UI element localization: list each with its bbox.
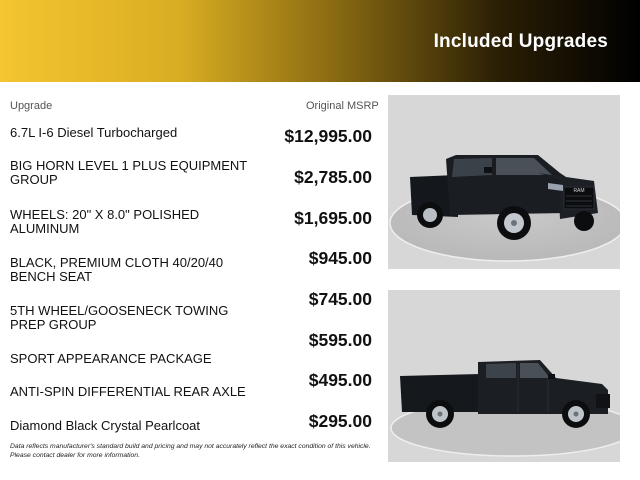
upgrade-name: SPORT APPEARANCE PACKAGE bbox=[10, 351, 212, 366]
upgrade-name: BIG HORN LEVEL 1 PLUS EQUIPMENT GROUP bbox=[10, 158, 247, 187]
page-title: Included Upgrades bbox=[433, 31, 608, 52]
upgrade-price: $745.00 bbox=[308, 289, 372, 309]
upgrade-name: 6.7L I-6 Diesel Turbocharged bbox=[10, 125, 178, 140]
upgrade-price: $495.00 bbox=[308, 370, 372, 390]
upgrade-name: 5TH WHEEL/GOOSENECK TOWING PREP GROUP bbox=[10, 303, 229, 332]
upgrade-price: $595.00 bbox=[308, 330, 372, 350]
disclaimer-text: Data reflects manufacturer's standard build and pricing and may not accurately reflect the exact condition of this vehicle. Please contact dealer for more information. bbox=[10, 443, 371, 459]
ram-badge: RAM bbox=[573, 188, 585, 194]
upgrade-price: $945.00 bbox=[308, 248, 372, 268]
upgrade-price: $2,785.00 bbox=[294, 167, 372, 187]
upgrade-price: $12,995.00 bbox=[284, 126, 372, 146]
upgrade-name: BLACK, PREMIUM CLOTH 40/20/40 BENCH SEAT bbox=[10, 255, 224, 284]
upgrade-price: $1,695.00 bbox=[294, 208, 372, 228]
upgrade-name: WHEELS: 20" X 8.0" POLISHED ALUMINUM bbox=[10, 207, 200, 236]
upgrade-name: Diamond Black Crystal Pearlcoat bbox=[10, 418, 201, 433]
upgrade-name: ANTI-SPIN DIFFERENTIAL REAR AXLE bbox=[10, 384, 246, 399]
upgrade-column-header: Upgrade bbox=[10, 100, 53, 112]
msrp-column-header: Original MSRP bbox=[306, 100, 379, 112]
truck-photo-side bbox=[388, 290, 620, 462]
upgrade-price: $295.00 bbox=[308, 411, 372, 431]
header-banner bbox=[0, 0, 640, 82]
truck-photo-front bbox=[388, 95, 620, 269]
